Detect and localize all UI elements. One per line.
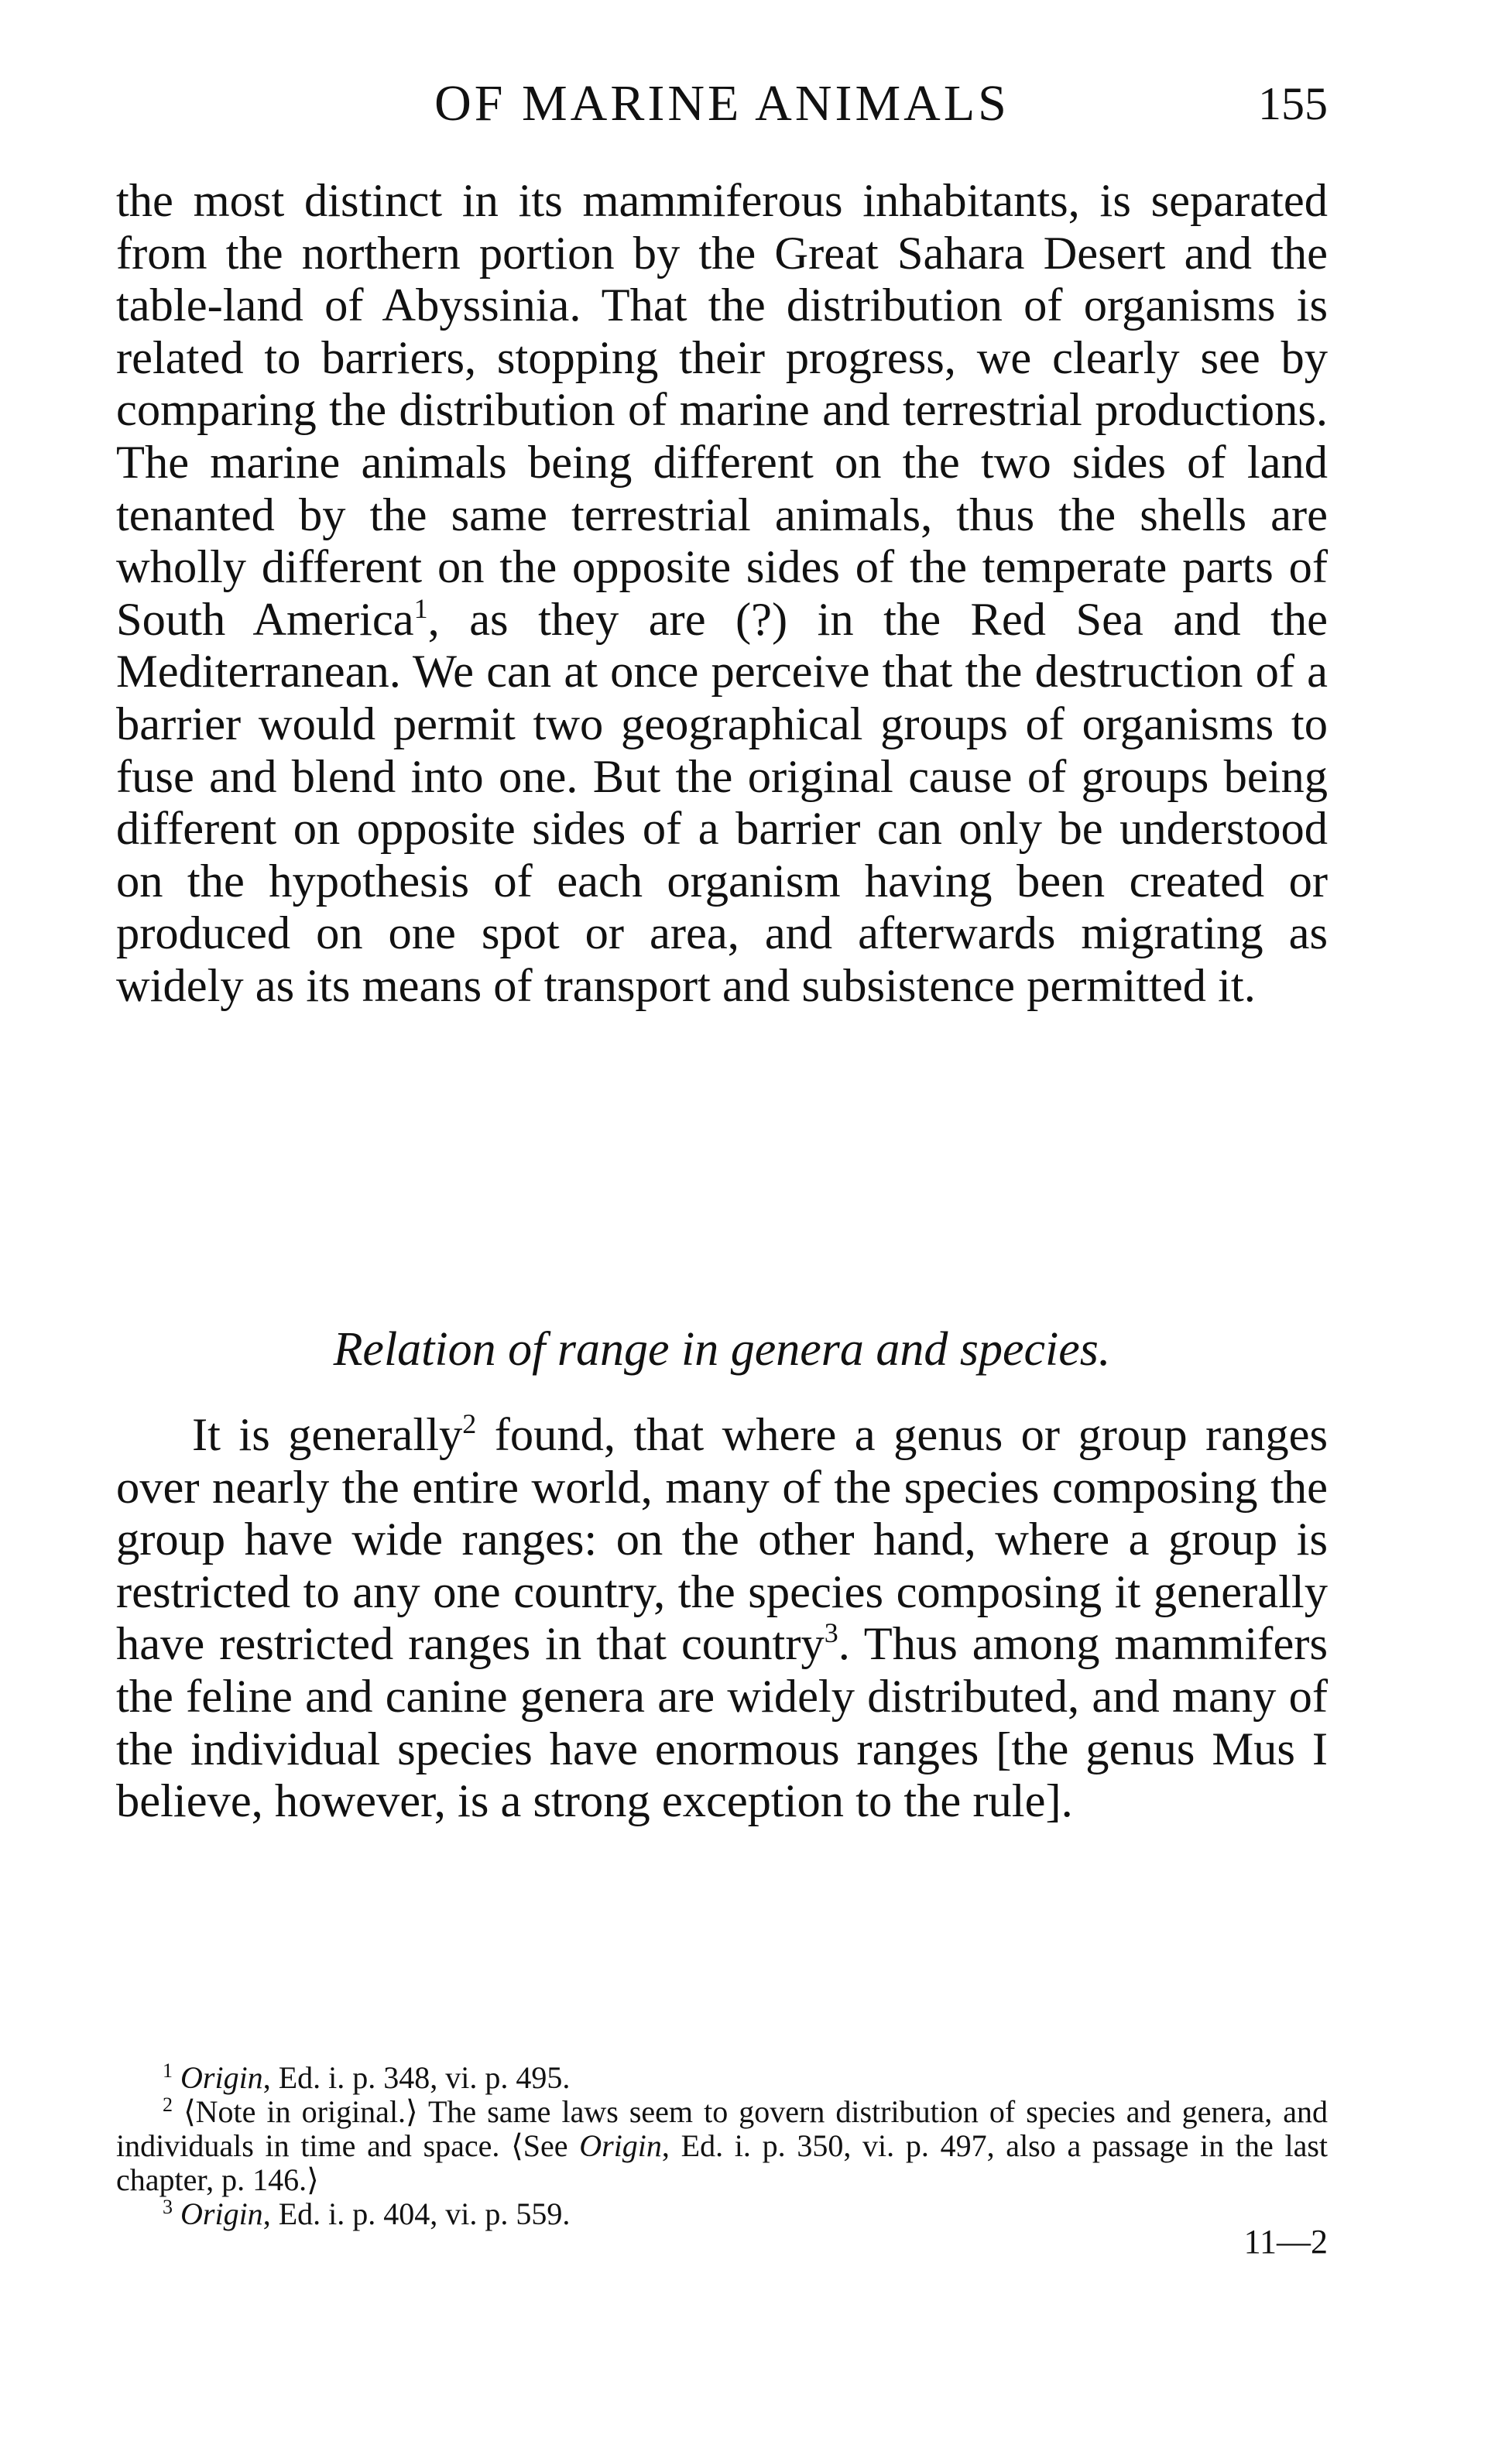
paragraph-2 [116, 1409, 1328, 1828]
paragraph-1 [116, 175, 1328, 1013]
footnote-title: Origin [579, 2128, 662, 2163]
footnote-1 [116, 2061, 1328, 2095]
footnote-ref-2: 2 [462, 1408, 477, 1439]
paragraph-1-end: , as they are (?) in the Red Sea and the Mediterranean. We can at once perceive that the destruction of a barrier would permit two geographical groups of organisms to fuse and blend into one. But the original cause of groups being different on opposite sides of a barrier can only be understood on the hypothesis of each organism having been created or produced on one spot or area, and afterwards migrating as widely as its means of transport and subsistence permitted it. [116, 593, 1328, 1012]
footnotes [116, 2061, 1328, 2231]
footnote-2 [116, 2095, 1328, 2197]
footnote-title: Origin [180, 2060, 263, 2095]
footnote-text: , Ed. i. p. 404, vi. p. 559. [262, 2196, 571, 2231]
paragraph-2-part-b: found, that where a genus or group ranges over nearly the entire world, many of the species composing the group have wide ranges: on the other hand, where a group is restricted to any one country, the species composing it generally have restricted ranges in that country [116, 1409, 1328, 1671]
footnote-ref-3: 3 [824, 1617, 838, 1649]
footnote-3 [116, 2197, 1328, 2231]
footnote-text: , Ed. i. p. 348, vi. p. 495. [262, 2060, 571, 2095]
footnote-ref-1: 1 [413, 592, 428, 624]
footnote-text: ⟨Note in original.⟩ The same laws seem to govern distribution of species and genera, and individuals in time and space. ⟨See [116, 2094, 1329, 2163]
footnote-mark: 1 [163, 2059, 173, 2082]
footnote-text: , Ed. i. p. 350, vi. p. 497, also a passage in the last chapter, p. 146.⟩ [116, 2128, 1329, 2197]
section-heading: Relation of range in genera and species. [333, 1323, 1111, 1376]
paragraph-2-part-a: It is generally [192, 1409, 463, 1461]
footnote-mark: 3 [163, 2196, 173, 2218]
paragraph-2-part-c: . Thus among mammifers the feline and canine genera are widely distributed, and many of the individual species have enormous ranges [the genus Mus I believe, however, is a strong exception to the rule]. [116, 1618, 1328, 1828]
page-header [116, 74, 1328, 136]
signature-mark: 11—2 [1243, 2223, 1328, 2261]
page-number: 155 [1258, 78, 1328, 129]
footnote-title: Origin [180, 2196, 263, 2231]
paragraph-1-text: the most distinct in its mammiferous inhabitants, is separated from the northern portion by the Great Sahara Desert and the table-land of Abyssinia. That the distribution of organisms is related to barriers, stopping their progress, we clearly see by comparing the distribution of marine and terrestrial productions. The marine animals being different on the two sides of land tenanted by the same terrestrial animals, thus the shells are wholly different on the opposite sides of the temperate parts of South America [116, 175, 1328, 646]
running-head: OF MARINE ANIMALS [434, 75, 1010, 132]
footnote-mark: 2 [163, 2093, 173, 2116]
